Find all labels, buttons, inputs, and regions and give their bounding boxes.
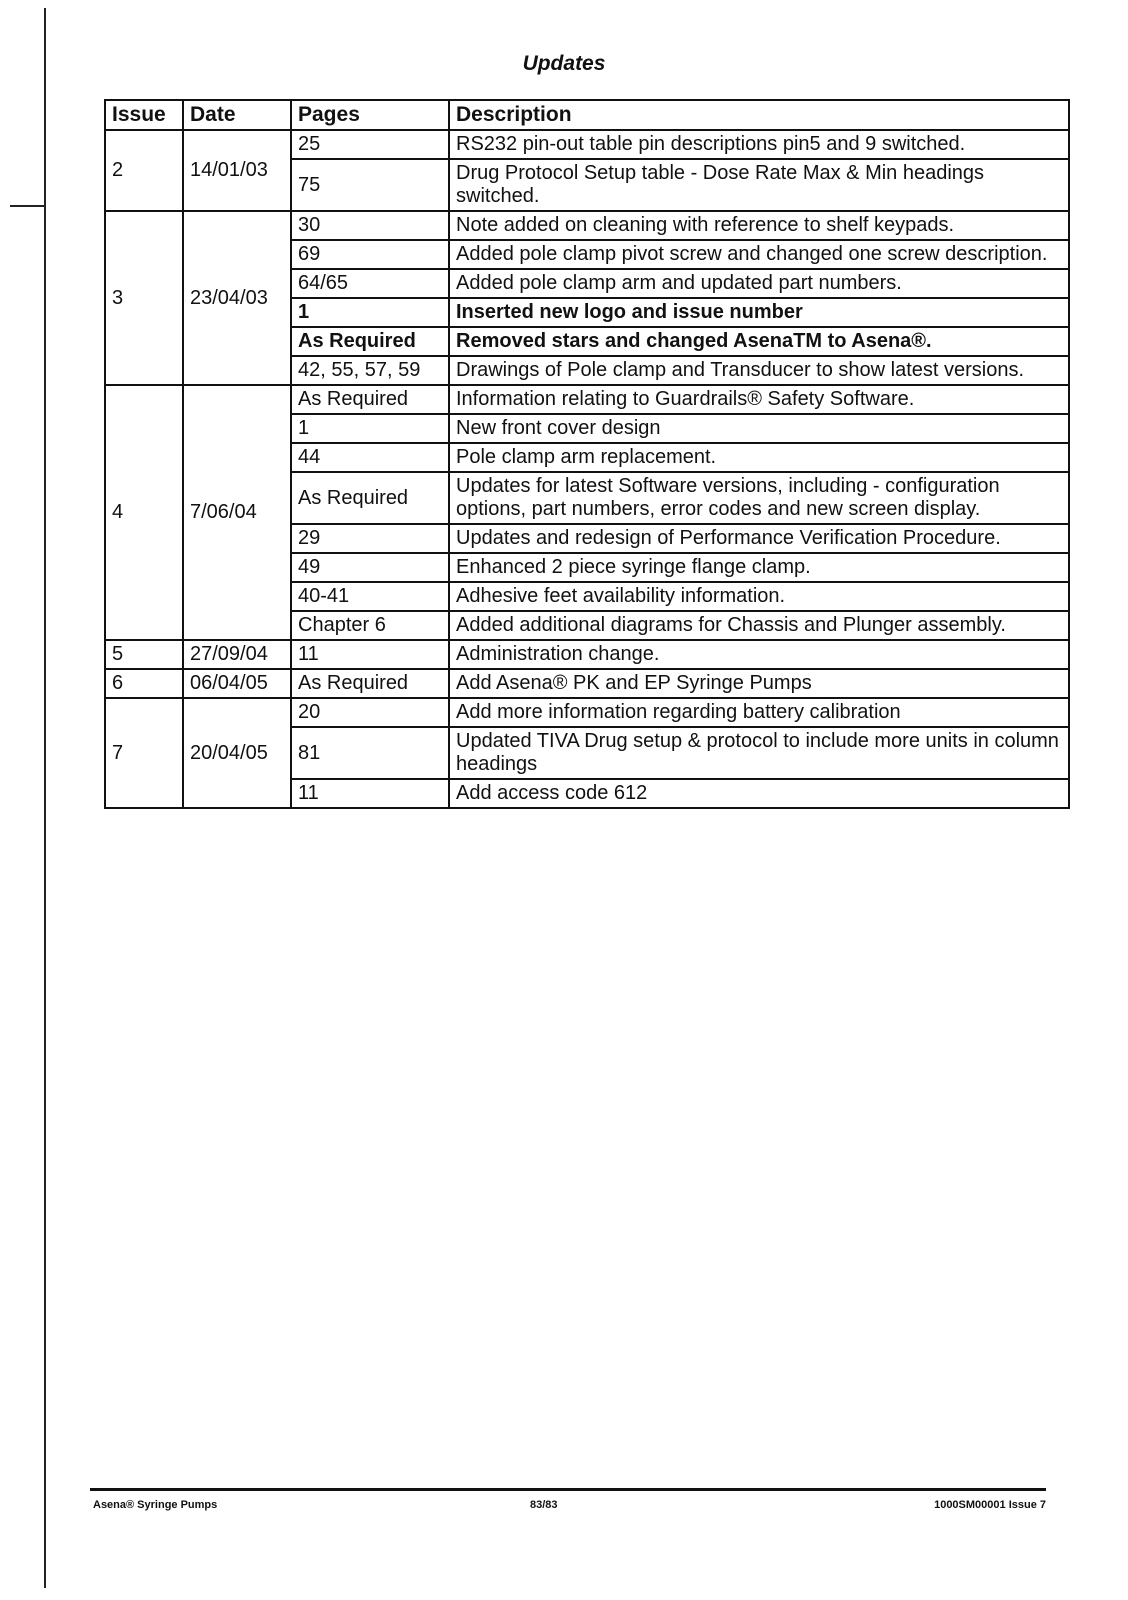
description-cell: New front cover design — [449, 414, 1069, 443]
table-row — [105, 698, 1069, 727]
header-issue: Issue — [105, 100, 183, 130]
table-row — [105, 130, 1069, 159]
pages-cell: As Required — [291, 472, 449, 524]
description-cell: Pole clamp arm replacement. — [449, 443, 1069, 472]
date-cell: 14/01/03 — [183, 130, 291, 211]
pages-cell: 42, 55, 57, 59 — [291, 356, 449, 385]
binder-margin-line — [44, 8, 46, 1588]
issue-cell: 7 — [105, 698, 183, 808]
pages-cell: 75 — [291, 159, 449, 211]
page-title: Updates — [522, 52, 606, 75]
date-cell: 27/09/04 — [183, 640, 291, 669]
description-cell: RS232 pin-out table pin descriptions pin5 and 9 switched. — [449, 130, 1069, 159]
pages-cell: As Required — [291, 327, 449, 356]
table-body — [105, 130, 1069, 808]
issue-cell: 5 — [105, 640, 183, 669]
header-description: Description — [449, 100, 1069, 130]
description-cell: Removed stars and changed AsenaTM to Asena®. — [449, 327, 1069, 356]
pages-cell: 49 — [291, 553, 449, 582]
issue-cell: 2 — [105, 130, 183, 211]
footer-product: Asena® Syringe Pumps — [93, 1499, 218, 1511]
pages-cell: As Required — [291, 669, 449, 698]
table-header-row — [105, 100, 1069, 130]
header-pages: Pages — [291, 100, 449, 130]
issue-cell: 6 — [105, 669, 183, 698]
pages-cell: Chapter 6 — [291, 611, 449, 640]
description-cell: Updates and redesign of Performance Verification Procedure. — [449, 524, 1069, 553]
description-cell: Information relating to Guardrails® Safety Software. — [449, 385, 1069, 414]
pages-cell: 44 — [291, 443, 449, 472]
date-cell: 23/04/03 — [183, 211, 291, 385]
table-row — [105, 640, 1069, 669]
page-footer — [90, 1488, 1046, 1511]
pages-cell: 64/65 — [291, 269, 449, 298]
description-cell: Add more information regarding battery calibration — [449, 698, 1069, 727]
footer-document-id: 1000SM00001 Issue 7 — [934, 1499, 1046, 1511]
pages-cell: 29 — [291, 524, 449, 553]
pages-cell: As Required — [291, 385, 449, 414]
pages-cell: 69 — [291, 240, 449, 269]
date-cell: 06/04/05 — [183, 669, 291, 698]
date-cell: 20/04/05 — [183, 698, 291, 808]
description-cell: Updates for latest Software versions, including - configuration options, part numbers, error codes and new screen display. — [449, 472, 1069, 524]
pages-cell: 40-41 — [291, 582, 449, 611]
description-cell: Added pole clamp pivot screw and changed one screw description. — [449, 240, 1069, 269]
description-cell: Add Asena® PK and EP Syringe Pumps — [449, 669, 1069, 698]
description-cell: Added pole clamp arm and updated part numbers. — [449, 269, 1069, 298]
description-cell: Add access code 612 — [449, 779, 1069, 808]
binder-margin-tick — [10, 205, 45, 207]
description-cell: Administration change. — [449, 640, 1069, 669]
pages-cell: 11 — [291, 779, 449, 808]
description-cell: Note added on cleaning with reference to shelf keypads. — [449, 211, 1069, 240]
issue-cell: 3 — [105, 211, 183, 385]
date-cell: 7/06/04 — [183, 385, 291, 640]
table-row — [105, 669, 1069, 698]
pages-cell: 81 — [291, 727, 449, 779]
pages-cell: 1 — [291, 414, 449, 443]
table-row — [105, 211, 1069, 240]
description-cell: Drug Protocol Setup table - Dose Rate Max & Min headings switched. — [449, 159, 1069, 211]
header-date: Date — [183, 100, 291, 130]
pages-cell: 1 — [291, 298, 449, 327]
description-cell: Updated TIVA Drug setup & protocol to include more units in column headings — [449, 727, 1069, 779]
table-row — [105, 385, 1069, 414]
description-cell: Inserted new logo and issue number — [449, 298, 1069, 327]
pages-cell: 30 — [291, 211, 449, 240]
description-cell: Adhesive feet availability information. — [449, 582, 1069, 611]
footer-page-number: 83/83 — [530, 1499, 558, 1511]
updates-table — [104, 99, 1070, 809]
description-cell: Enhanced 2 piece syringe flange clamp. — [449, 553, 1069, 582]
issue-cell: 4 — [105, 385, 183, 640]
pages-cell: 20 — [291, 698, 449, 727]
description-cell: Added additional diagrams for Chassis and Plunger assembly. — [449, 611, 1069, 640]
description-cell: Drawings of Pole clamp and Transducer to show latest versions. — [449, 356, 1069, 385]
pages-cell: 11 — [291, 640, 449, 669]
pages-cell: 25 — [291, 130, 449, 159]
